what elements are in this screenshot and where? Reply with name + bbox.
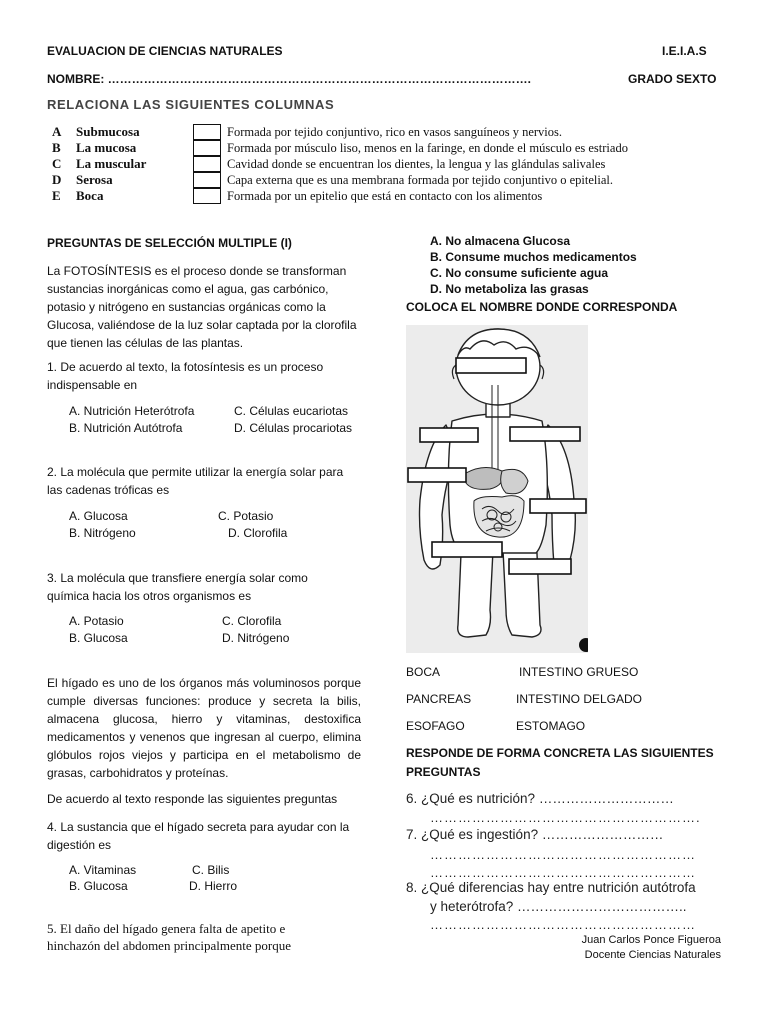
q4-option-c[interactable]: C. Bilis	[192, 863, 230, 877]
liver-text: El hígado es uno de los órganos más voluminosos porque cumple diversas funciones: produce y secreta la bilis, almacena glucosa, hierro y vitaminas, destoxifica medicamentos y venenos que ingresan al cuerpo, elimina glóbulos rojos viejos y participa en el metabolismo de grasas, carbohidratos y proteínas.	[47, 676, 361, 780]
relate-term: La muscular	[76, 156, 147, 171]
q2-option-b[interactable]: B. Nitrógeno	[69, 526, 136, 540]
organ-boca: BOCA	[406, 665, 441, 679]
q4-option-a[interactable]: A. Vitaminas	[69, 863, 137, 877]
organ-esofago: ESOFAGO	[406, 719, 465, 733]
grade-label: GRADO SEXTO	[628, 72, 717, 86]
student-name-line[interactable]: NOMBRE: …………………………………………………………………………………………….	[47, 72, 531, 86]
q2-option-a[interactable]: A. Glucosa	[69, 509, 128, 523]
placement-heading: COLOCA EL NOMBRE DONDE CORRESPONDA	[406, 300, 678, 314]
answer-box[interactable]	[193, 188, 221, 204]
relate-row	[52, 124, 742, 140]
relate-term: Serosa	[76, 172, 113, 187]
relate-term: Submucosa	[76, 124, 140, 139]
q1-option-a[interactable]: A. Nutrición Heterótrofa	[69, 404, 195, 418]
q3-option-b[interactable]: B. Glucosa	[69, 631, 128, 645]
relate-term: Boca	[76, 188, 104, 203]
answer-line[interactable]: …………………………………………………	[430, 847, 696, 862]
organ-pancreas: PANCREAS	[406, 692, 472, 706]
relate-letter: E	[52, 188, 61, 203]
relate-row	[52, 156, 742, 172]
q5-option-a[interactable]: A. No almacena Glucosa	[430, 234, 571, 248]
label-box-5	[530, 499, 586, 513]
label-box-3	[510, 427, 580, 441]
question-3: 3. La molécula que transfiere energía solar como química hacia los otros organismos es	[47, 571, 308, 603]
q4-option-d[interactable]: D. Hierro	[189, 879, 238, 893]
open-questions-heading-2: PREGUNTAS	[406, 765, 481, 779]
relate-letter: C	[52, 156, 62, 171]
multiple-choice-heading: PREGUNTAS DE SELECCIÓN MULTIPLE (I)	[47, 236, 292, 250]
organ-estomago: ESTOMAGO	[516, 719, 586, 733]
q3-option-a[interactable]: A. Potasio	[69, 614, 124, 628]
relate-row	[52, 140, 742, 156]
instruction-text: De acuerdo al texto responde las siguientes preguntas	[47, 792, 338, 806]
q5-option-b[interactable]: B. Consume muchos medicamentos	[430, 250, 637, 264]
photosynthesis-text: La FOTOSÍNTESIS es el proceso donde se transforman sustancias inorgánicas como el agua, gas carbónico, potasio y nitrógeno en sustancias orgánicas como la Glucosa, valiéndose de la luz solar captada por la clorofila que tienen las células de las plantas.	[47, 264, 357, 350]
teacher-name: Juan Carlos Ponce Figueroa	[581, 934, 721, 946]
label-box-1	[456, 358, 526, 373]
q1-option-d[interactable]: D. Células procariotas	[234, 421, 353, 435]
answer-box[interactable]	[193, 140, 221, 156]
q5-option-d[interactable]: D. No metaboliza las grasas	[430, 282, 589, 296]
exam-title: EVALUACION DE CIENCIAS NATURALES	[47, 44, 283, 58]
relate-definition: Formada por un epitelio que está en contacto con los alimentos	[227, 189, 543, 203]
q1-option-b[interactable]: B. Nutrición Autótrofa	[69, 421, 183, 435]
question-7: 7. ¿Qué es ingestión? ………………………	[406, 827, 664, 842]
organ-intestino-grueso: INTESTINO GRUESO	[519, 665, 639, 679]
school-name: I.E.I.A.S	[662, 44, 707, 58]
question-8-line2[interactable]: y heterótrofa? ………………………………..	[430, 899, 687, 914]
relate-letter: D	[52, 172, 62, 187]
relate-definition: Capa externa que es una membrana formada por tejido conjuntivo o epitelial.	[227, 173, 613, 187]
relate-term: La mucosa	[76, 140, 137, 155]
q3-option-d[interactable]: D. Nitrógeno	[222, 631, 290, 645]
relate-definition: Formada por músculo liso, menos en la faringe, en donde el músculo es estriado	[227, 141, 628, 155]
answer-line[interactable]: …………………………………………………	[430, 865, 696, 880]
label-box-4	[408, 468, 466, 482]
question-6: 6. ¿Qué es nutrición? …………………………	[406, 791, 674, 806]
question-5-line1: 5. El daño del hígado genera falta de apetito e	[47, 921, 286, 936]
open-questions-heading: RESPONDE DE FORMA CONCRETA LAS SIGUIENTES	[406, 746, 714, 760]
relate-row	[52, 188, 742, 204]
label-box-6	[432, 542, 502, 557]
relate-letter: A	[52, 124, 62, 139]
question-2: 2. La molécula que permite utilizar la energía solar para las cadenas tróficas es	[47, 465, 344, 497]
relate-heading: RELACIONA LAS SIGUIENTES COLUMNAS	[47, 97, 335, 112]
question-4: 4. La sustancia que el hígado secreta para ayudar con la digestión es	[47, 820, 350, 852]
question-1: 1. De acuerdo al texto, la fotosíntesis es un proceso indispensable en	[47, 360, 324, 392]
answer-line[interactable]: …………………………………………………	[430, 917, 696, 932]
relate-definition: Cavidad donde se encuentran los dientes, la lengua y las glándulas salivales	[227, 157, 606, 171]
q1-option-c[interactable]: C. Células eucariotas	[234, 404, 349, 418]
answer-box[interactable]	[193, 124, 221, 140]
teacher-role: Docente Ciencias Naturales	[584, 949, 721, 961]
q3-option-c[interactable]: C. Clorofila	[222, 614, 282, 628]
question-8: 8. ¿Qué diferencias hay entre nutrición autótrofa	[406, 880, 696, 895]
human-body-digestive-diagram	[406, 325, 588, 653]
relate-row	[52, 172, 742, 188]
answer-box[interactable]	[193, 156, 221, 172]
q4-option-b[interactable]: B. Glucosa	[69, 879, 128, 893]
q5-option-c[interactable]: C. No consume suficiente agua	[430, 266, 609, 280]
organ-intestino-delgado: INTESTINO DELGADO	[516, 692, 643, 706]
answer-line[interactable]: ………………………………………………….	[430, 810, 701, 825]
q2-option-c[interactable]: C. Potasio	[218, 509, 274, 523]
relate-letter: B	[52, 140, 61, 155]
q2-option-d[interactable]: D. Clorofila	[228, 526, 288, 540]
relate-definition: Formada por tejido conjuntivo, rico en vasos sanguíneos y nervios.	[227, 125, 563, 139]
label-box-7	[509, 559, 571, 574]
label-box-2	[420, 428, 478, 442]
question-5-line2: hinchazón del abdomen principalmente porque	[47, 938, 292, 953]
answer-box[interactable]	[193, 172, 221, 188]
